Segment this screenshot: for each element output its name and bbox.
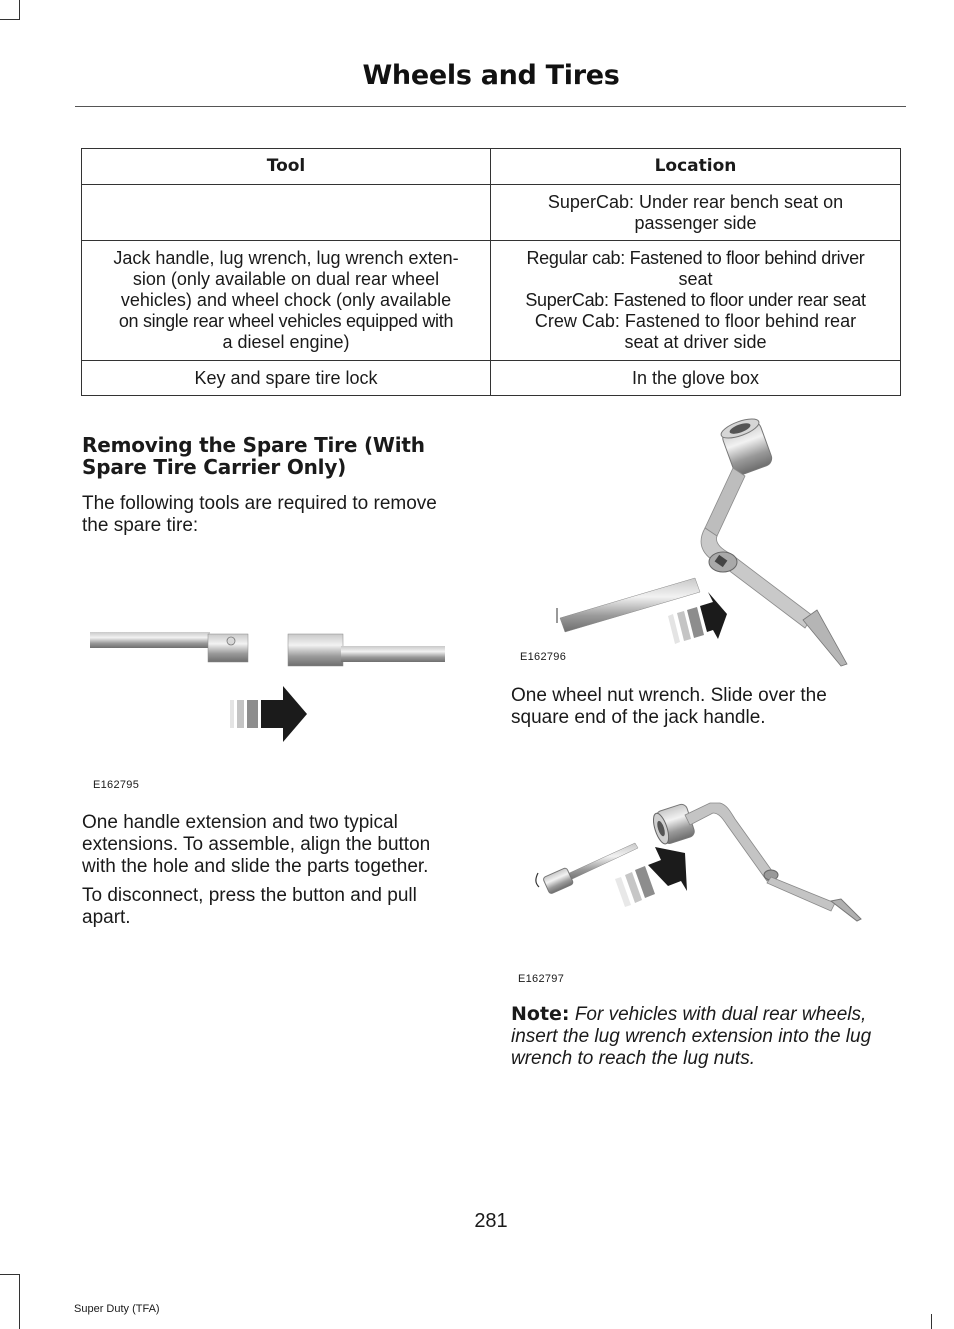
cell-line: on single rear wheel vehicles equipped with — [118, 311, 454, 331]
crop-mark — [0, 1274, 20, 1275]
footer-model: Super Duty (TFA) — [74, 1303, 160, 1315]
table-header-row — [82, 149, 901, 185]
text-line: One wheel nut wrench. Slide over the — [511, 685, 827, 706]
extension-paragraph — [82, 812, 482, 878]
text-line: square end of the jack handle. — [511, 707, 766, 728]
handle-extension-illustration — [85, 620, 455, 755]
heading-line: Removing the Spare Tire (With — [82, 433, 425, 457]
text-line: the spare tire: — [82, 515, 199, 536]
text-line: To disconnect, press the button and pull — [82, 885, 417, 906]
title-divider — [75, 106, 906, 107]
column-header-location: Location — [491, 149, 901, 185]
figure-id: E162797 — [518, 973, 565, 985]
page-title: Wheels and Tires — [362, 60, 620, 91]
wheel-nut-wrench-illustration — [555, 418, 855, 668]
figure-id: E162795 — [93, 779, 140, 791]
page-number: 281 — [474, 1210, 508, 1232]
cell-line: seat at driver side — [624, 332, 767, 352]
location-cell: In the glove box — [491, 361, 901, 396]
crop-mark — [931, 1314, 932, 1329]
location-cell — [491, 185, 901, 241]
cell-line: sion (only available on dual rear wheel — [132, 269, 440, 289]
table-row — [82, 185, 901, 241]
note-paragraph — [511, 1003, 906, 1070]
text-line: One handle extension and two typical — [82, 812, 398, 833]
text-line: apart. — [82, 907, 131, 928]
note-text: For vehicles with dual rear wheels, insert the lug wrench extension into the lug wrench to reach the lug nuts. — [511, 1004, 872, 1069]
note-label: Note: — [511, 1003, 570, 1025]
tool-location-table — [81, 148, 901, 396]
table-row — [82, 361, 901, 396]
tool-cell — [82, 241, 491, 361]
cell-line: a diesel engine) — [222, 332, 350, 352]
cell-line: passenger side — [634, 212, 757, 233]
intro-paragraph — [82, 493, 482, 537]
text-line: extensions. To assemble, align the button — [82, 834, 431, 855]
tool-cell: Key and spare tire lock — [82, 361, 491, 396]
cell-line: SuperCab: Under rear bench seat on — [547, 191, 844, 212]
figure-id: E162796 — [520, 651, 567, 663]
disconnect-paragraph — [82, 885, 482, 929]
table-row — [82, 241, 901, 361]
crop-mark — [19, 1274, 20, 1329]
cell-line: vehicles) and wheel chock (only available — [120, 290, 452, 310]
location-cell — [491, 241, 901, 361]
tool-cell — [82, 185, 491, 241]
cell-line: seat — [678, 269, 713, 289]
crop-mark — [0, 19, 20, 20]
heading-line: Spare Tire Carrier Only) — [82, 455, 347, 479]
cell-line: Crew Cab: Fastened to floor behind rear — [534, 311, 857, 331]
cell-line: Regular cab: Fastened to floor behind driver — [526, 248, 865, 268]
lug-wrench-extension-illustration — [535, 795, 865, 925]
column-header-tool: Tool — [82, 149, 491, 185]
wrench-paragraph — [511, 685, 906, 729]
cell-line: SuperCab: Fastened to floor under rear seat — [525, 290, 866, 310]
text-line: The following tools are required to remove — [82, 493, 437, 514]
crop-mark — [19, 0, 20, 20]
section-heading — [82, 434, 482, 478]
cell-line: Jack handle, lug wrench, lug wrench exten- — [113, 248, 459, 268]
text-line: with the hole and slide the parts together. — [82, 856, 429, 877]
